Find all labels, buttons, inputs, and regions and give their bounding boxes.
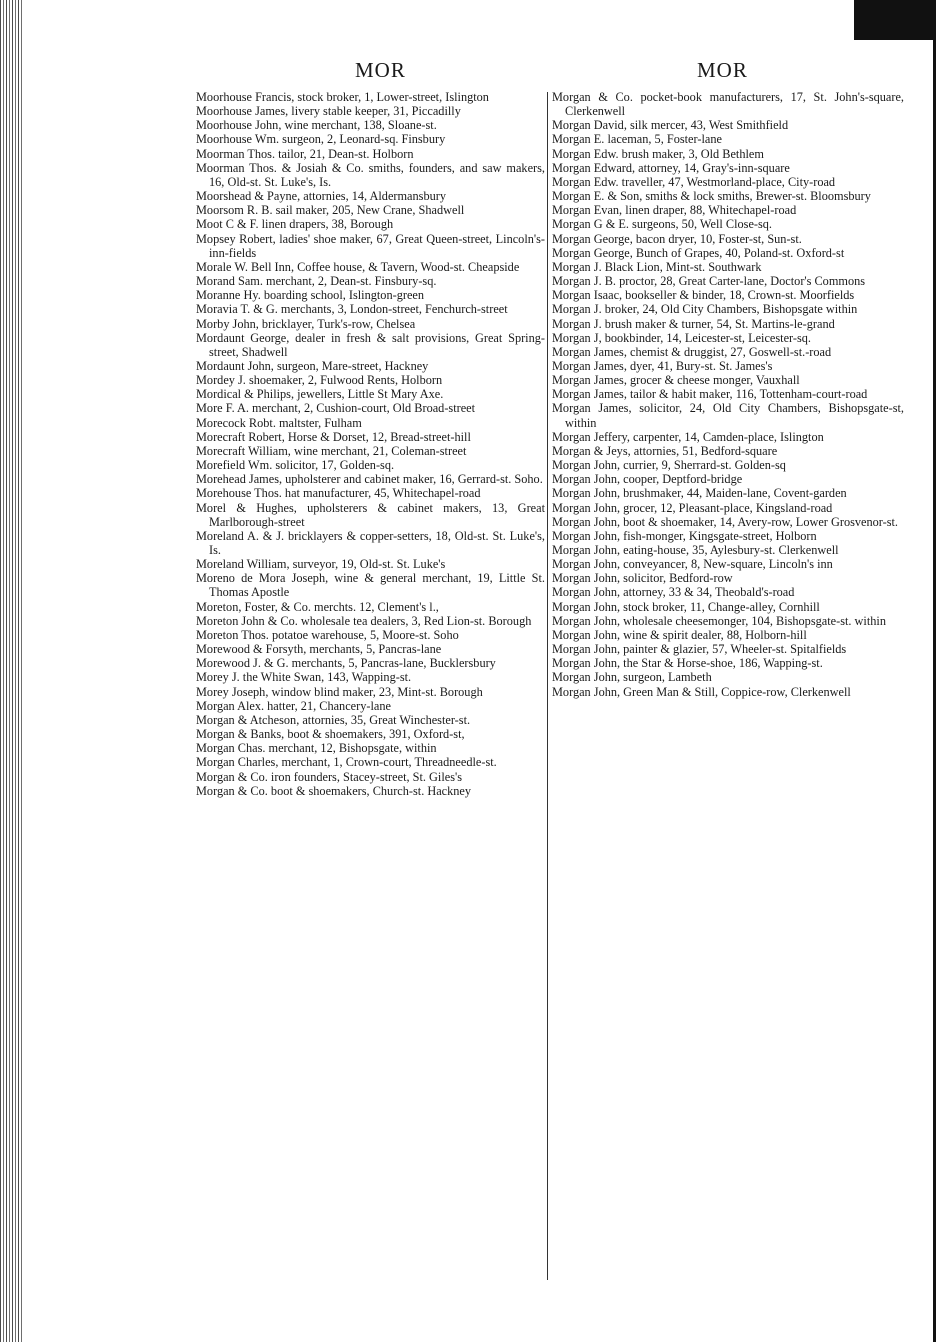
directory-entry: Morehead James, upholsterer and cabinet maker, 16, Gerrard-st. Soho. <box>196 472 543 487</box>
directory-entry: Morgan J. broker, 24, Old City Chambers, Bishopsgate within <box>552 302 858 317</box>
directory-entry: Moreland William, surveyor, 19, Old-st. St. Luke's <box>196 557 446 572</box>
directory-entry: Morand Sam. merchant, 2, Dean-st. Finsbury-sq. <box>196 274 437 289</box>
directory-entry: Morewood J. & G. merchants, 5, Pancras-lane, Bucklersbury <box>196 656 496 671</box>
directory-entry: Morgan John, the Star & Horse-shoe, 186, Wapping-st. <box>552 656 823 671</box>
directory-entry: Morgan & Atcheson, attornies, 35, Great Winchester-st. <box>196 712 471 727</box>
directory-entry: Moorhouse John, wine merchant, 138, Sloane-st. <box>196 118 437 133</box>
directory-entry: Morgan & Co. pocket-book manufacturers, 17, St. John's-square, Clerkenwell <box>552 90 904 119</box>
directory-entry: Morgan George, Bunch of Grapes, 40, Poland-st. Oxford-st <box>552 245 845 260</box>
directory-entry: Morgan E. & Son, smiths & lock smiths, Brewer-st. Bloomsbury <box>552 189 871 204</box>
directory-entry: Morale W. Bell Inn, Coffee house, & Tavern, Wood-st. Cheapside <box>196 259 520 274</box>
directory-entry: Morgan John, solicitor, Bedford-row <box>552 571 733 586</box>
directory-entry: Morgan John, cooper, Deptford-bridge <box>552 472 743 487</box>
directory-entry: Moorhouse James, livery stable keeper, 31, Piccadilly <box>196 104 461 119</box>
directory-entry: Morecraft Robert, Horse & Dorset, 12, Bread-street-hill <box>196 429 471 444</box>
binding-edge <box>0 0 22 1342</box>
directory-entry: Moorshead & Payne, attornies, 14, Aldermansbury <box>196 189 446 204</box>
directory-entry: Morgan J. brush maker & turner, 54, St. Martins-le-grand <box>552 316 835 331</box>
directory-entry: Mordey J. shoemaker, 2, Fulwood Rents, Holborn <box>196 373 443 388</box>
scan-corner-mark <box>854 0 936 40</box>
directory-entry: Morby John, bricklayer, Turk's-row, Chelsea <box>196 316 416 331</box>
directory-entry: Moorhouse Francis, stock broker, 1, Lower-street, Islington <box>196 90 489 104</box>
directory-entry: Morey J. the White Swan, 143, Wapping-st. <box>196 670 412 685</box>
directory-entry: Morel & Hughes, upholsterers & cabinet makers, 13, Great Marlborough-street <box>196 500 545 529</box>
directory-entry: Moreton Thos. potatoe warehouse, 5, Moore-st. Soho <box>196 627 459 642</box>
directory-entry: Morgan Edw. traveller, 47, Westmorland-place, City-road <box>552 174 836 189</box>
directory-entry: Morgan George, bacon dryer, 10, Foster-st, Sun-st. <box>552 231 802 246</box>
directory-entry: Moorhouse Wm. surgeon, 2, Leonard-sq. Finsbury <box>196 132 446 147</box>
directory-entry: Morgan John, surgeon, Lambeth <box>552 670 712 685</box>
directory-entry: Morgan J. Black Lion, Mint-st. Southwark <box>552 259 762 274</box>
directory-entry: Morgan G & E. surgeons, 50, Well Close-sq. <box>552 217 773 232</box>
directory-entry: Morgan James, dyer, 41, Bury-st. St. James's <box>552 358 773 373</box>
directory-entry: Morgan J, bookbinder, 14, Leicester-st, Leicester-sq. <box>552 330 811 345</box>
directory-entry: Moravia T. & G. merchants, 3, London-street, Fenchurch-street <box>196 302 508 317</box>
directory-entry: Mordaunt John, surgeon, Mare-street, Hackney <box>196 358 429 373</box>
running-head-right: MOR <box>697 58 748 82</box>
directory-entry: Morgan John, boot & shoemaker, 14, Avery-row, Lower Grosvenor-st. <box>552 514 899 529</box>
directory-entry: Morgan John, fish-monger, Kingsgate-street, Holborn <box>552 528 817 543</box>
directory-entry: Morgan John, painter & glazier, 57, Wheeler-st. Spitalfields <box>552 642 847 657</box>
directory-entry: Mordical & Philips, jewellers, Little St Mary Axe. <box>196 387 444 402</box>
directory-entry: Morewood & Forsyth, merchants, 5, Pancras-lane <box>196 642 442 657</box>
directory-entry: Morgan & Co. boot & shoemakers, Church-st. Hackney <box>196 783 472 798</box>
left-column <box>196 90 545 798</box>
directory-entry: Morgan E. laceman, 5, Foster-lane <box>552 132 722 147</box>
directory-entry: Morgan David, silk mercer, 43, West Smithfield <box>552 118 789 133</box>
directory-entry: Morgan James, solicitor, 24, Old City Chambers, Bishopsgate-st, within <box>552 401 904 430</box>
directory-entry: Moreno de Mora Joseph, wine & general merchant, 19, Little St. Thomas Apostle <box>196 571 545 600</box>
directory-entry: Moorman Thos. tailor, 21, Dean-st. Holborn <box>196 146 414 161</box>
directory-entry: Mopsey Robert, ladies' shoe maker, 67, Great Queen-street, Lincoln's-inn-fields <box>196 231 545 260</box>
directory-entry: Morgan John, wine & spirit dealer, 88, Holborn-hill <box>552 627 807 642</box>
directory-entry: Morgan Charles, merchant, 1, Crown-court, Threadneedle-st. <box>196 755 497 770</box>
directory-entry: Moorman Thos. & Josiah & Co. smiths, founders, and saw makers, 16, Old-st. St. Luke's, Is. <box>196 160 545 189</box>
directory-entry: Moreton John & Co. wholesale tea dealers, 3, Red Lion-st. Borough <box>196 613 532 628</box>
directory-entry: Morgan & Banks, boot & shoemakers, 391, Oxford-st, <box>196 727 465 742</box>
directory-entry: Moreland A. & J. bricklayers & copper-setters, 18, Old-st. St. Luke's, Is. <box>196 528 545 557</box>
directory-entry: Morehouse Thos. hat manufacturer, 45, Whitechapel-road <box>196 486 481 501</box>
directory-entry: More F. A. merchant, 2, Cushion-court, Old Broad-street <box>196 401 476 416</box>
directory-entry: Morecock Robt. maltster, Fulham <box>196 415 362 430</box>
directory-entry: Morgan Edward, attorney, 14, Gray's-inn-square <box>552 160 790 175</box>
directory-entry: Morgan John, conveyancer, 8, New-square, Lincoln's inn <box>552 557 833 572</box>
directory-entry: Morgan & Co. iron founders, Stacey-street, St. Giles's <box>196 769 462 784</box>
directory-entry: Morgan Isaac, bookseller & binder, 18, Crown-st. Moorfields <box>552 288 855 303</box>
directory-entry: Morgan John, attorney, 33 & 34, Theobald's-road <box>552 585 795 600</box>
directory-entry: Morgan John, grocer, 12, Pleasant-place, Kingsland-road <box>552 500 833 515</box>
directory-entry: Morgan James, grocer & cheese monger, Vauxhall <box>552 373 800 388</box>
directory-entry: Morgan Alex. hatter, 21, Chancery-lane <box>196 698 391 713</box>
directory-entry: Morgan John, eating-house, 35, Aylesbury-st. Clerkenwell <box>552 543 839 557</box>
directory-entry: Morgan John, Green Man & Still, Coppice-row, Clerkenwell <box>552 684 851 699</box>
directory-entry: Morecraft William, wine merchant, 21, Coleman-street <box>196 443 467 458</box>
running-head-left: MOR <box>355 58 406 82</box>
directory-entry: Morgan Chas. merchant, 12, Bishopsgate, within <box>196 741 437 756</box>
directory-entry: Moorsom R. B. sail maker, 205, New Crane, Shadwell <box>196 203 465 218</box>
directory-entry: Morgan John, wholesale cheesemonger, 104, Bishopsgate-st. within <box>552 613 886 628</box>
directory-entry: Morgan James, chemist & druggist, 27, Goswell-st.-road <box>552 344 832 359</box>
directory-entry: Morgan John, currier, 9, Sherrard-st. Golden-sq <box>552 458 786 473</box>
column-divider <box>547 92 548 1280</box>
right-column <box>552 90 904 699</box>
directory-entry: Moranne Hy. boarding school, Islington-green <box>196 288 425 303</box>
directory-entry: Morefield Wm. solicitor, 17, Golden-sq. <box>196 458 395 473</box>
directory-entry: Morgan James, tailor & habit maker, 116, Tottenham-court-road <box>552 387 868 402</box>
directory-entry: Morgan Edw. brush maker, 3, Old Bethlem <box>552 146 764 161</box>
directory-entry: Morgan John, brushmaker, 44, Maiden-lane, Covent-garden <box>552 486 847 501</box>
directory-entry: Morgan Evan, linen draper, 88, Whitechapel-road <box>552 203 797 218</box>
directory-entry: Morgan & Jeys, attornies, 51, Bedford-square <box>552 443 778 458</box>
directory-entry: Moreton, Foster, & Co. merchts. 12, Clement's l., <box>196 599 439 614</box>
directory-entry: Morgan John, stock broker, 11, Change-alley, Cornhill <box>552 599 820 614</box>
directory-entry: Morey Joseph, window blind maker, 23, Mint-st. Borough <box>196 684 483 699</box>
directory-entry: Mordaunt George, dealer in fresh & salt provisions, Great Spring-street, Shadwell <box>196 330 545 359</box>
directory-entry: Moot C & F. linen drapers, 38, Borough <box>196 217 394 232</box>
directory-entry: Morgan J. B. proctor, 28, Great Carter-lane, Doctor's Commons <box>552 274 866 289</box>
directory-entry: Morgan Jeffery, carpenter, 14, Camden-place, Islington <box>552 429 824 444</box>
